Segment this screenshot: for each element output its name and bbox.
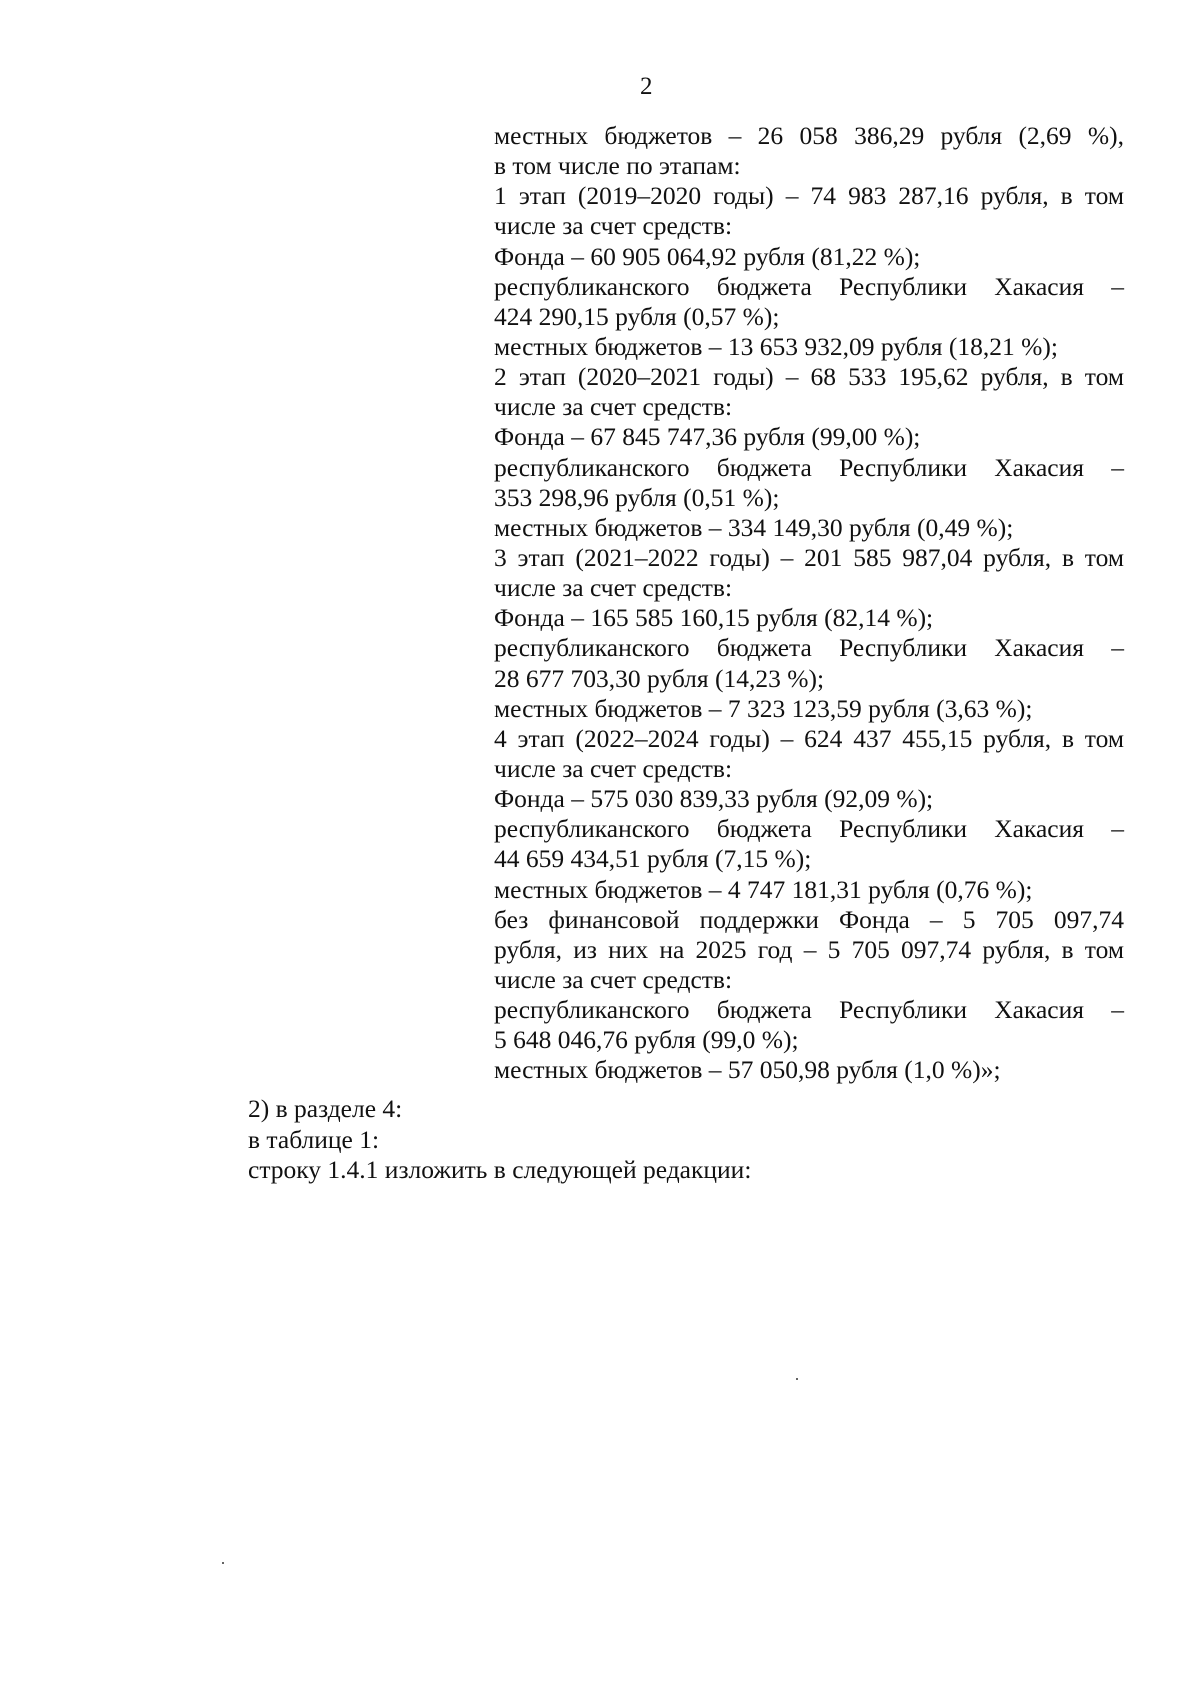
- funding-text-line: Фонда – 575 030 839,33 рубля (92,09 %);: [494, 784, 934, 814]
- funding-text-line: рубля, из них на 2025 год – 5 705 097,74 рубля, в том: [494, 934, 1124, 964]
- funding-breakdown-block: [494, 121, 1124, 1086]
- funding-text-line: 5 648 046,76 рубля (99,0 %);: [494, 1025, 799, 1055]
- funding-text-line: числе за счет средств:: [494, 753, 733, 783]
- instruction-text-line: в таблице 1:: [248, 1124, 380, 1154]
- funding-text-line: 353 298,96 рубля (0,51 %);: [494, 482, 780, 512]
- amendment-instructions-block: [248, 1094, 948, 1186]
- funding-text-line: республиканского бюджета Республики Хакасия –: [494, 271, 1124, 301]
- funding-text-line: республиканского бюджета Республики Хакасия –: [494, 995, 1124, 1025]
- funding-text-line: местных бюджетов – 13 653 932,09 рубля (18,21 %);: [494, 331, 1058, 361]
- funding-text-line: местных бюджетов – 4 747 181,31 рубля (0,76 %);: [494, 874, 1033, 904]
- funding-text-line: числе за счет средств:: [494, 392, 733, 422]
- funding-text-line: без финансовой поддержки Фонда – 5 705 097,74: [494, 904, 1124, 934]
- funding-text-line: республиканского бюджета Республики Хакасия –: [494, 452, 1124, 482]
- funding-text-line: республиканского бюджета Республики Хакасия –: [494, 633, 1124, 663]
- funding-text-line: числе за счет средств:: [494, 964, 733, 994]
- funding-text-line: республиканского бюджета Республики Хакасия –: [494, 814, 1124, 844]
- funding-text-line: числе за счет средств:: [494, 211, 733, 241]
- funding-text-line: числе за счет средств:: [494, 573, 733, 603]
- funding-text-line: 4 этап (2022–2024 годы) – 624 437 455,15 рубля, в том: [494, 723, 1124, 753]
- funding-text-line: 1 этап (2019–2020 годы) – 74 983 287,16 рубля, в том: [494, 181, 1124, 211]
- funding-text-line: Фонда – 60 905 064,92 рубля (81,22 %);: [494, 241, 921, 271]
- funding-text-line: 28 677 703,30 рубля (14,23 %);: [494, 663, 825, 693]
- funding-text-line: местных бюджетов – 26 058 386,29 рубля (2,69 %),: [494, 121, 1124, 150]
- funding-text-line: местных бюджетов – 7 323 123,59 рубля (3,63 %);: [494, 693, 1033, 723]
- page-number: 2: [640, 73, 653, 100]
- funding-text-line: Фонда – 165 585 160,15 рубля (82,14 %);: [494, 603, 934, 633]
- funding-text-line: 2 этап (2020–2021 годы) – 68 533 195,62 рубля, в том: [494, 362, 1124, 392]
- funding-text-line: 44 659 434,51 рубля (7,15 %);: [494, 844, 812, 874]
- funding-text-line: 424 290,15 рубля (0,57 %);: [494, 301, 780, 331]
- funding-text-line: 3 этап (2021–2022 годы) – 201 585 987,04 рубля, в том: [494, 542, 1124, 572]
- funding-text-line: местных бюджетов – 334 149,30 рубля (0,49 %);: [494, 512, 1014, 542]
- instruction-text-line: строку 1.4.1 изложить в следующей редакции:: [248, 1155, 752, 1184]
- funding-text-line: местных бюджетов – 57 050,98 рубля (1,0 %)»;: [494, 1055, 1001, 1085]
- scan-speck: [222, 1562, 224, 1564]
- instruction-text-line: 2) в разделе 4:: [248, 1094, 403, 1123]
- funding-text-line: в том числе по этапам:: [494, 151, 741, 181]
- scan-speck: [796, 1378, 798, 1380]
- funding-text-line: Фонда – 67 845 747,36 рубля (99,00 %);: [494, 422, 921, 452]
